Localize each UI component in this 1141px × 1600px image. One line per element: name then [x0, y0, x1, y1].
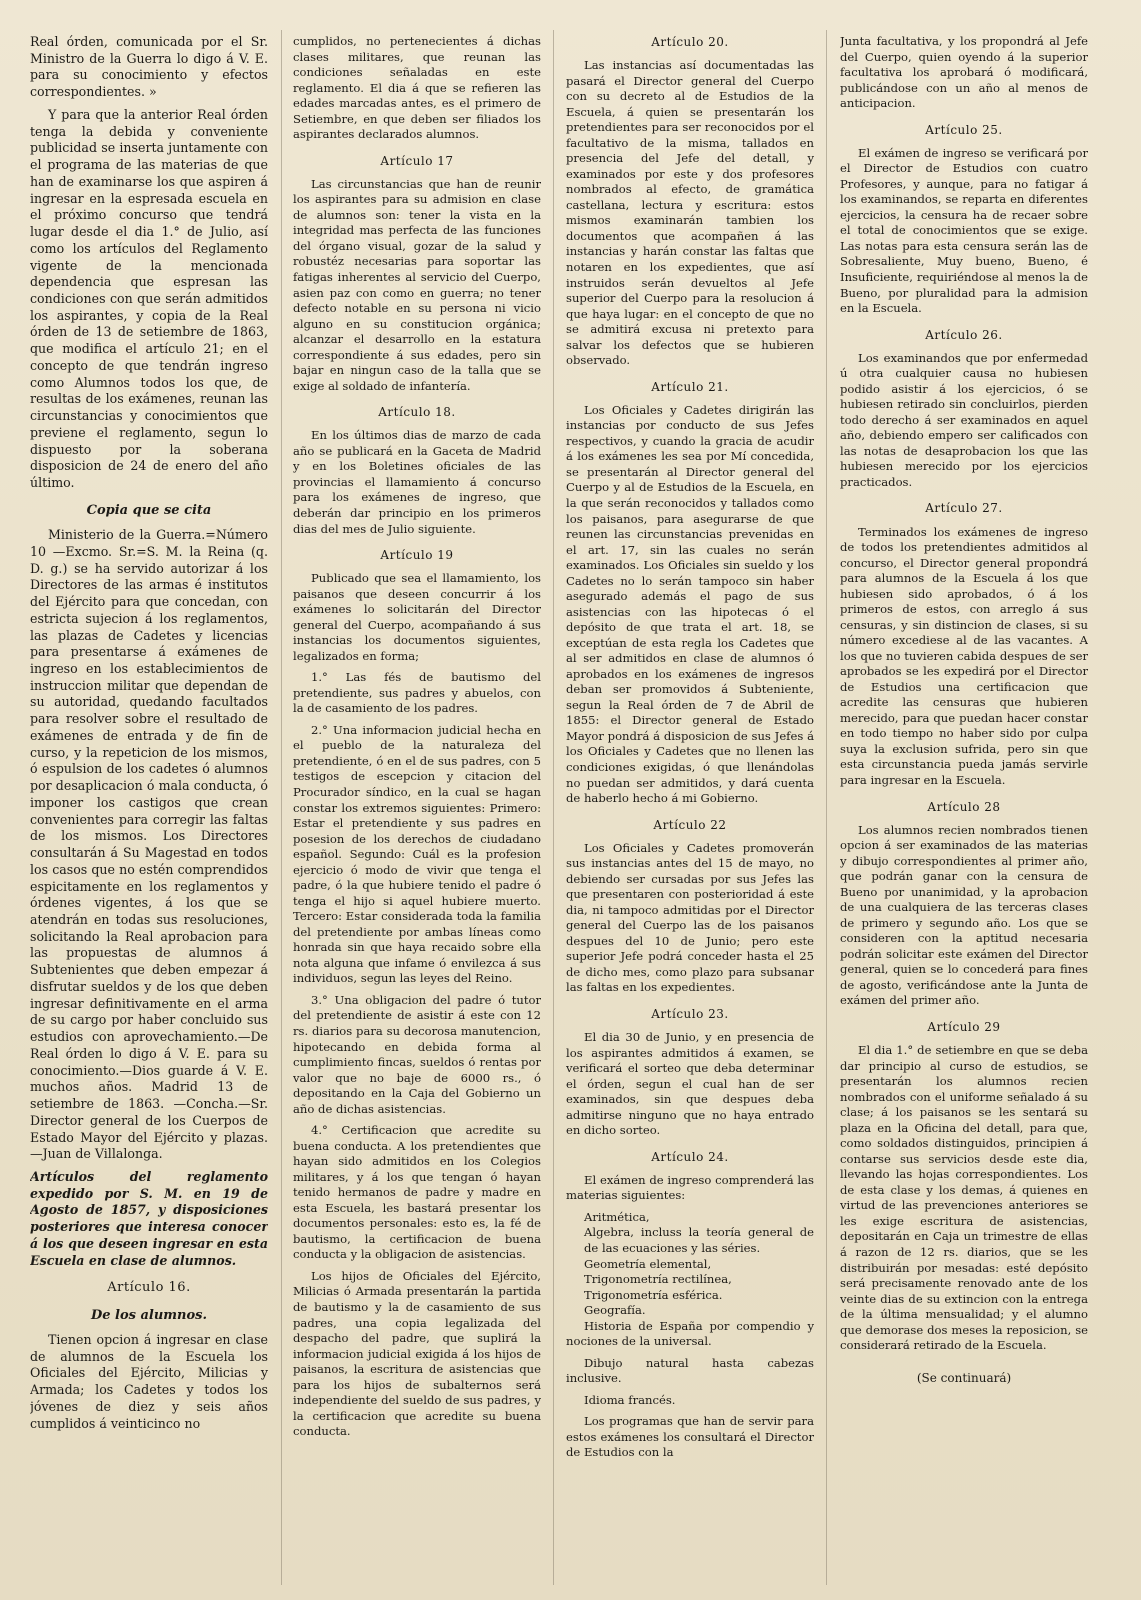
paragraph: Los hijos de Oficiales del Ejército, Milicias ó Armada presentarán la partida de bautismo y la de casamiento de sus padres, una copia legalizada del despacho del padre, que suplirá la informacion judicial exigida á los hijos de paisanos, la escritura de asistencias que para los hijos de subalternos será independiente del sueldo de sus padres, y la certificacion que acredite su buena conducta.	[293, 1268, 541, 1439]
paragraph: Los examinandos que por enfermedad ú otra cualquier causa no hubiesen podido asistir á los ejercicios, ó se hubiesen retirado sin concluirlos, pierden todo derecho á ser examinados en aquel año, debiendo empero ser calificados con las notas de desaprobacion los que las hubiesen merecido por los ejercicios practicados.	[840, 350, 1088, 489]
paragraph: Idioma francés.	[584, 1392, 676, 1407]
continuation-note: (Se continuará)	[916, 1370, 1012, 1385]
subject-list	[584, 1210, 814, 1319]
paragraph: El dia 1.° de setiembre en que se deba dar principio al curso de estudios, se presentarán los alumnos recien nombrados con el uniforme señalado á su clase; á los paisanos se les sentará su plaza en la Oficina del detall, para que, como soldados distinguidos, principien á contarse sus servicios desde este dia, llevando las hojas correspondientes. Los de esta clase y los demas, á quienes en virtud de las prevenciones anteriores se les exige escritura de asistencias, depositarán en Caja un trimestre de ellas á razon de 12 rs. diarios, que se les distribuirán por mesadas: esté depósito será precisamente renovado ante de los veinte dias de su extincion con la entrega de la última mensualidad; y el alumno que demorase dos meses la reposicion, se considerará retirado de la Escuela.	[840, 1043, 1088, 1353]
article-heading: Artículo 25.	[925, 122, 1003, 137]
list-item: Aritmética,	[584, 1209, 650, 1224]
paragraph: cumplidos, no pertenecientes á dichas clases militares, que reunan las condiciones señaladas en este reglamento. El dia á que se refieren las edades marcadas antes, es el primero de Setiembre, en que deben ser filiados los aspirantes declarados alumnos.	[293, 34, 541, 142]
paragraph: Y para que la anterior Real órden tenga la debida y conveniente publicidad se inserta juntamente con el programa de las materias de que han de examinarse los que aspiren á ingresar en la espresada escuela en el próximo concurso que tendrá lugar desde el dia 1.° de Julio, así como los artículos del Reglamento vigente de la mencionada dependencia que espresan las condiciones con que serán admitidos los aspirantes, y copia de la Real órden de 13 de setiembre de 1863, que modifica el artículo 21; en el concepto de que tendrán ingreso como Alumnos todos los que, de resultas de los exámenes, reunan las circunstancias y conocimientos que previene el reglamento, segun lo dispuesto por la soberana disposicion de 24 de enero del año último.	[30, 106, 268, 491]
column-divider	[281, 30, 282, 1585]
article-heading: Artículo 23.	[651, 1006, 729, 1021]
paragraph: 4.° Certificacion que acredite su buena conducta. A los pretendientes que hayan sido admitidos en los Colegios militares, y á los que tengan ó hayan tenido hermanos de padre y madre en esta Escuela, les bastará presentar los documentos personales: esto es, la fé de bautismo, la certificacion de buena conducta y la obligacion de asistencias.	[293, 1123, 541, 1262]
paragraph: Dibujo natural hasta cabezas inclusive.	[566, 1355, 814, 1386]
article-heading: Artículo 19	[380, 548, 454, 563]
column-3	[566, 34, 814, 1582]
paragraph: Publicado que sea el llamamiento, los paisanos que deseen concurrir á los exámenes lo solicitarán del Director general del Cuerpo, acompañando á sus instancias los documentos siguientes, legalizados en forma;	[293, 571, 541, 663]
paragraph: Junta facultativa, y los propondrá al Jefe del Cuerpo, quien oyendo á la superior facultativa los aprobará ó modificará, publicándose con un año al menos de anticipacion.	[840, 34, 1088, 111]
article-heading: Artículo 26.	[925, 327, 1003, 342]
paragraph: Real órden, comunicada por el Sr. Ministro de la Guerra lo digo á V. E. para su conocimiento y efectos correspondientes. »	[30, 34, 268, 100]
paragraph: El exámen de ingreso comprenderá las materias siguientes:	[566, 1172, 814, 1203]
paragraph: Los Oficiales y Cadetes promoverán sus instancias antes del 15 de mayo, no debiendo ser cursadas por sus Jefes las que presentaren con posterioridad á este dia, ni tampoco admitidas por el Director general del Cuerpo las de los paisanos despues del 10 de Junio; pero este superior Jefe podrá conceder hasta el 25 de dicho mes, como plazo para subsanar las faltas en los expedientes.	[566, 840, 814, 995]
article-heading: Artículo 16.	[107, 1280, 191, 1296]
paragraph: El exámen de ingreso se verificará por el Director de Estudios con cuatro Profesores, y aunque, para no fatigar á los examinandos, se reparta en diferentes ejercicios, la censura ha de recaer sobre el total de conocimientos que se exige. Las notas para esta censura serán las de Sobresaliente, Muy bueno, Bueno, é Insuficiente, requiriéndose al menos la de Bueno, por pluralidad para la admision en la Escuela.	[840, 145, 1088, 316]
article-heading: Artículo 27.	[925, 501, 1003, 516]
paragraph: El dia 30 de Junio, y en presencia de los aspirantes admitidos á examen, se verificará el sorteo que deba determinar el órden, segun el cual han de ser examinados, sin que despues deba admitirse ninguno que no haya entrado en dicho sorteo.	[566, 1030, 814, 1138]
paragraph: 1.° Las fés de bautismo del pretendiente, sus padres y abuelos, con la de casamiento de los padres.	[293, 670, 541, 716]
paragraph: Las circunstancias que han de reunir los aspirantes para su admision en clase de alumnos son: tener la vista en la integridad mas perfecta de las funciones del órgano visual, gozar de la salud y robustéz necesarias para soportar las fatigas inherentes al servicio del Cuerpo, asien paz con como en guerra; no tener defecto notable en su persona ni vicio alguno en su constitucion orgánica; alcanzar el desarrollo en la estatura correspondiente á sus edades, pero sin bajar en ningun caso de la talla que se exige al soldado de infantería.	[293, 176, 541, 393]
article-heading: Artículo 29	[927, 1020, 1001, 1034]
section-heading: De los alumnos.	[90, 1307, 208, 1323]
paragraph: Historia de España por compendio y nociones de la universal.	[566, 1318, 814, 1349]
list-item: Trigonometría esférica.	[584, 1287, 723, 1302]
list-item: Trigonometría rectilínea,	[584, 1272, 732, 1287]
paragraph: Los programas que han de servir para estos exámenes los consultará el Director de Estudios con la	[566, 1414, 814, 1460]
list-item: Geografía.	[584, 1303, 646, 1318]
paragraph: 3.° Una obligacion del padre ó tutor del pretendiente de asistir á este con 12 rs. diarios para su decorosa manutencion, hipotecando en debida forma al cumplimiento fincas, sueldos ó rentas por valor que no baje de 6000 rs., ó depositando en la Caja del Gobierno un año de dichas asistencias.	[293, 992, 541, 1116]
article-heading: Artículo 17	[380, 153, 454, 168]
list-item: Geometría elemental,	[584, 1256, 712, 1271]
article-heading: Artículo 28	[927, 799, 1001, 814]
paragraph: Los Oficiales y Cadetes dirigirán las instancias por conducto de sus Jefes respectivos, y cuando la gracia de acudir á los exámenes les sea por Mí concedida, se presentarán al Director general del Cuerpo y al de Estudios de la Escuela, en la que serán reconocidos y tallados como los paisanos, para asegurarse de que reunen las circunstancias prevenidas en el art. 17, sin las cuales no serán examinados. Los Oficiales sin sueldo y los Cadetes no lo serán tampoco sin haber asegurado además el pago de sus asistencias con las hipotecas ó el depósito de que trata el art. 18, se exceptúan de esta regla los Cadetes que al ser admitidos en clase de alumnos ó aprobados en los exámenes de ingresos deban ser promovidos á Subteniente, segun la Real órden de 7 de Abril de 1855: el Director general de Estado Mayor pondrá á disposicion de sus Jefes á los Oficiales y Cadetes que no llenen las condiciones exigidas, ó que llenándolas no puedan ser admitidos, y dará cuenta de haberlo hecho á mi Gobierno.	[566, 402, 814, 806]
column-2	[293, 34, 541, 1582]
article-heading: Artículo 21.	[651, 379, 729, 394]
article-heading: Artículo 18.	[378, 405, 456, 420]
paragraph: En los últimos dias de marzo de cada año se publicará en la Gaceta de Madrid y en los Boletines oficiales de las provincias el llamamiento á concurso para los exámenes de ingreso, que deberán dar principio en los primeros dias del mes de Julio siguiente.	[293, 428, 541, 536]
paragraph: Terminados los exámenes de ingreso de todos los pretendientes admitidos al concurso, el Director general propondrá para alumnos de la Escuela á los que hubiesen sido aprobados, ó á los primeros de estos, con arreglo á sus censuras, y sin distincion de clases, si su número excediese al de las vacantes. A los que no tuvieren cabida despues de ser aprobados se les expedirá por el Director de Estudios una certificacion que acredite las censuras que hubieren merecido, para que puedan hacer constar en todo tiempo no haber sido por culpa suya la exclusion sufrida, pero sin que esta circunstancia pueda jamás servirle para ingresar en la Escuela.	[840, 524, 1088, 788]
paragraph: Tienen opcion á ingresar en clase de alumnos de la Escuela los Oficiales del Ejército, Milicias y Armada; los Cadetes y todos los jóvenes de diez y seis años cumplidos á veinticinco no	[30, 1331, 268, 1431]
column-1	[30, 34, 268, 1582]
article-heading: Artículo 20.	[651, 35, 729, 49]
column-4	[840, 34, 1088, 1582]
column-divider	[553, 30, 554, 1585]
paragraph: 2.° Una informacion judicial hecha en el pueblo de la naturaleza del pretendiente, ó en el de sus padres, con 5 testigos de escepcion y citacion del Procurador síndico, en la cual se hagan constar los extremos siguientes: Primero: Estar el pretendiente y sus padres en posesion de los derechos de ciudadano español. Segundo: Cuál es la profesion ejercicio ó modo de vivir que tenga el padre, ó la que hubiere tenido el padre ó tenga el hijo si aquel hubiere muerto. Tercero: Estar considerada toda la familia del pretendiente por ambas líneas como honrada sin que haya recaido sobre ella nota alguna que infame ó envilezca á sus individuos, segun las leyes del Reino.	[293, 722, 541, 986]
article-heading: Artículo 24.	[651, 1149, 729, 1164]
article-heading: Artículo 22	[653, 817, 727, 832]
italic-heading: Artículos del reglamento expedido por S. M. en 19 de Agosto de 1857, y disposiciones posteriores que interesa conocer á los que deseen ingresar en esta Escuela en clase de alumnos.	[30, 1169, 268, 1268]
paragraph: Ministerio de la Guerra.=Número 10 —Excmo. Sr.=S. M. la Reina (q. D. g.) se ha servido autorizar á los Directores de las armas é institutos del Ejército para que concedan, con estricta sujecion á los reglamentos, las plazas de Cadetes y licencias para presentarse á exámenes de ingreso en los establecimientos de instruccion militar que dependan de su autoridad, quedando facultados para resolver sobre el resultado de exámenes de entrada y de fin de curso, y la repeticion de los mismos, ó espulsion de los cadetes ó alumnos por desaplicacion ó mala conducta, ó imponer los castigos que crean convenientes para corregir las faltas de los mismos. Los Directores consultarán á Su Magestad en todos los casos que no estén comprendidos espicitamente en los reglamentos y órdenes vigentes, á los que se atendrán en todas sus resoluciones, solicitando la Real aprobacion para las propuestas de alumnos á Subtenientes que deben empezar á disfrutar sueldos y de los que deben ingresar definitivamente en el arma de su cargo por haber concluido sus estudios con aprovechamiento.—De Real órden lo digo á V. E. para su conocimiento.—Dios guarde á V. E. muchos años. Madrid 13 de setiembre de 1863. —Concha.—Sr. Director general de los Cuerpos de Estado Mayor del Ejército y plazas.—Juan de Villalonga.	[30, 527, 268, 1162]
list-item: Algebra, incluss la teoría general de de las ecuaciones y las séries.	[584, 1225, 814, 1255]
paragraph: Los alumnos recien nombrados tienen opcion á ser examinados de las materias y dibujo correspondientes al primer año, que podrán ganar con la censura de Bueno por unanimidad, y la aprobacion de una cualquiera de las terceras clases de primero y segundo año. Los que se consideren con la aptitud necesaria podrán solicitar este exámen del Director general, quien se lo concederá para fines de agosto, verificándose ante la Junta de exámen del primer año.	[840, 822, 1088, 1008]
paragraph: Las instancias así documentadas las pasará el Director general del Cuerpo con su decreto al de Estudios de la Escuela, á quien se presentarán los pretendientes para ser reconocidos por el facultativo de la misma, tallados en presencia del Jefe del detall, y examinados por este y dos profesores nombrados al efecto, de gramática castellana, lectura y escritura: estos mismos examinarán tambien los documentos que acompañen á las instancias y harán constar las faltas que notaren en los expedientes, que así instruidos serán devueltos al Jefe superior del Cuerpo para la resolucion á que haya lugar: en el concepto de que no se admitirá excusa ni pretexto para salvar los defectos que se hubieren observado.	[566, 58, 814, 368]
section-heading: Copia que se cita	[86, 502, 212, 518]
column-divider	[826, 30, 827, 1585]
